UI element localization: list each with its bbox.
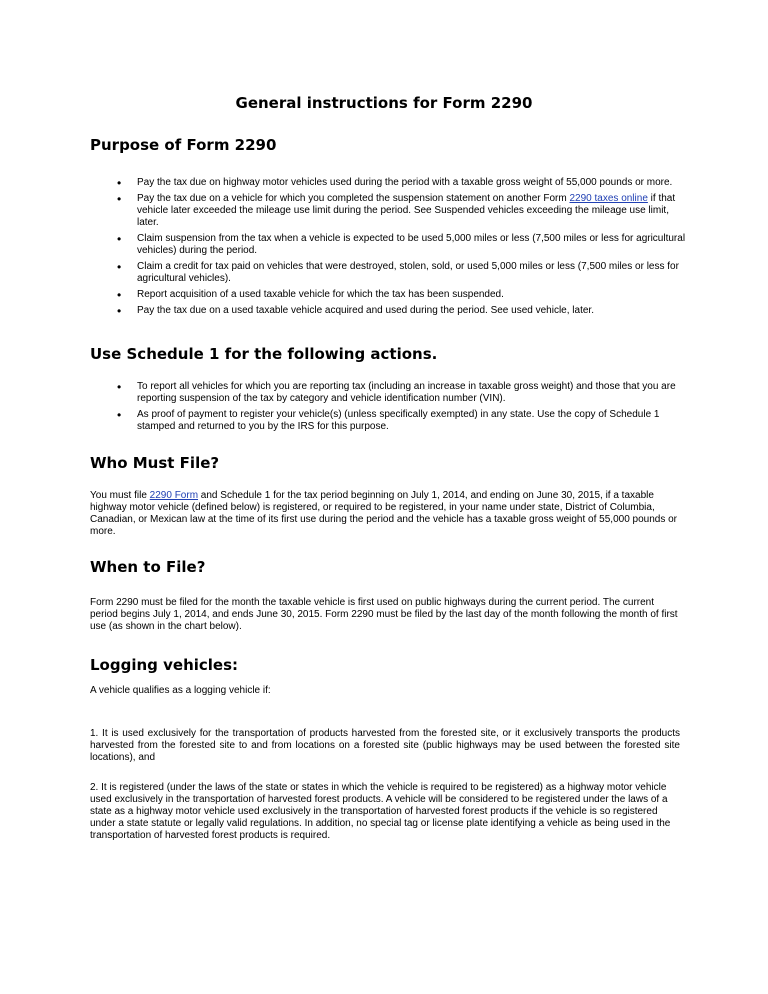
who-heading: Who Must File? xyxy=(90,454,220,472)
list-item: • Claim a credit for tax paid on vehicles that were destroyed, stolen, sold, or used 5,000 miles or less (7,500 miles or less for agricultural vehicles). xyxy=(90,261,690,285)
logging-intro: A vehicle qualifies as a logging vehicle if: xyxy=(90,685,271,696)
list-item: • Pay the tax due on a vehicle for which you completed the suspension statement on another Form 2290 taxes online if that vehicle later exceeded the mileage use limit during the period. See Suspended vehicles exceeding the mileage use limit, later. xyxy=(90,193,690,229)
who-paragraph: You must file 2290 Form and Schedule 1 for the tax period beginning on July 1, 2014, and ending on June 30, 2015, if a taxable highway motor vehicle (defined below) is registered, or required to be registered, in your name under state, District of Columbia, Canadian, or Mexican law at the time of its first use during the period and the vehicle has a taxable gross weight of 55,000 pounds or more. xyxy=(90,490,678,537)
logging-paragraph-2: 2. It is registered (under the laws of the state or states in which the vehicle is required to be registered) as a highway motor vehicle used exclusively in the transportation of harvested forest products. A vehicle will be considered to be registered under the laws of a state as a highway motor vehicle used exclusively in the transportation of harvested forest products if the vehicle is so registered under a state statute or legally valid regulations. In addition, no special tag or license plate identifying a vehicle as being used in the transportation of harvested forest products is required. xyxy=(90,782,671,841)
2290-form-link[interactable]: 2290 Form xyxy=(149,490,199,501)
purpose-list xyxy=(90,177,690,321)
list-item: • As proof of payment to register your vehicle(s) (unless specifically exempted) in any state. Use the copy of Schedule 1 stamped and returned to you by the IRS for this purpose. xyxy=(90,409,690,433)
logging-heading: Logging vehicles: xyxy=(90,656,239,674)
list-item: • Report acquisition of a used taxable vehicle for which the tax has been suspended. xyxy=(90,289,690,301)
schedule-heading: Use Schedule 1 for the following actions. xyxy=(90,345,438,363)
when-heading: When to File? xyxy=(90,558,206,576)
schedule-list xyxy=(90,381,690,437)
list-item: • Pay the tax due on highway motor vehicles used during the period with a taxable gross weight of 55,000 pounds or more. xyxy=(90,177,690,189)
when-paragraph: Form 2290 must be filed for the month the taxable vehicle is first used on public highways during the current period. The current period begins July 1, 2014, and ends June 30, 2015. Form 2290 must be filed by the last day of the month following the month of first use (as shown in the chart below). xyxy=(90,597,678,632)
list-item: • Pay the tax due on a used taxable vehicle acquired and used during the period. See used vehicle, later. xyxy=(90,305,690,317)
list-item: • Claim suspension from the tax when a vehicle is expected to be used 5,000 miles or less (7,500 miles or less for agricultural vehicles) during the period. xyxy=(90,233,690,257)
logging-paragraph-1: 1. It is used exclusively for the transportation of products harvested from the forested site, or it exclusively transports the products harvested from the forested site to and from locations on a forested site (public highways may be used between the forested site locations), and xyxy=(90,728,680,763)
list-item: • To report all vehicles for which you are reporting tax (including an increase in taxable gross weight) and those that you are reporting suspension of the tax by category and vehicle identification number (VIN). xyxy=(90,381,690,405)
document-title: General instructions for Form 2290 xyxy=(235,94,533,112)
2290-taxes-online-link[interactable]: 2290 taxes online xyxy=(569,193,648,204)
purpose-heading: Purpose of Form 2290 xyxy=(90,136,277,154)
